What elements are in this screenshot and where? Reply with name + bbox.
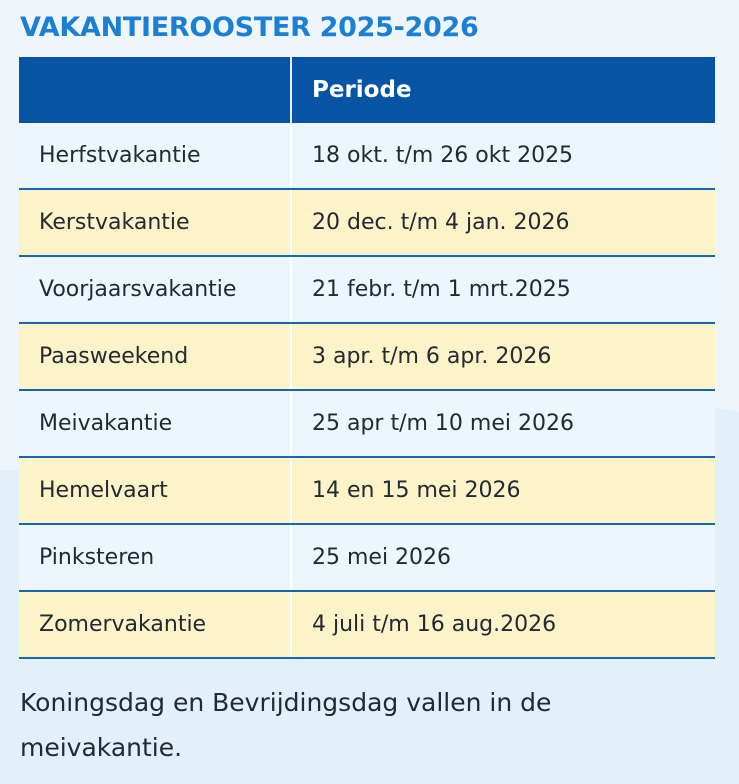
table-row — [19, 189, 715, 256]
holiday-period: 3 apr. t/m 6 apr. 2026 — [291, 323, 715, 390]
table-row — [19, 390, 715, 457]
holiday-name: Paasweekend — [19, 323, 291, 390]
holiday-period: 25 mei 2026 — [291, 524, 715, 591]
holiday-name: Voorjaarsvakantie — [19, 256, 291, 323]
holiday-name: Hemelvaart — [19, 457, 291, 524]
holiday-period: 18 okt. t/m 26 okt 2025 — [291, 123, 715, 189]
holiday-period: 4 juli t/m 16 aug.2026 — [291, 591, 715, 658]
holiday-name: Zomervakantie — [19, 591, 291, 658]
holiday-name: Meivakantie — [19, 390, 291, 457]
table-row — [19, 457, 715, 524]
holiday-period: 21 febr. t/m 1 mrt.2025 — [291, 256, 715, 323]
holiday-name: Kerstvakantie — [19, 189, 291, 256]
table-row — [19, 591, 715, 658]
header-cell-period: Periode — [291, 57, 715, 123]
holiday-period: 25 apr t/m 10 mei 2026 — [291, 390, 715, 457]
table-row — [19, 256, 715, 323]
holiday-name: Pinksteren — [19, 524, 291, 591]
holiday-period: 20 dec. t/m 4 jan. 2026 — [291, 189, 715, 256]
holiday-name: Herfstvakantie — [19, 123, 291, 189]
page-title: VAKANTIEROOSTER 2025-2026 — [20, 12, 479, 43]
table-row — [19, 524, 715, 591]
table-row — [19, 123, 715, 189]
header-cell-name — [19, 57, 291, 123]
table-row — [19, 323, 715, 390]
holiday-period: 14 en 15 mei 2026 — [291, 457, 715, 524]
vacation-schedule-table — [19, 57, 715, 659]
table-header-row — [19, 57, 715, 123]
footnote-text: Koningsdag en Bevrijdingsdag vallen in de meivakantie. — [20, 688, 552, 762]
